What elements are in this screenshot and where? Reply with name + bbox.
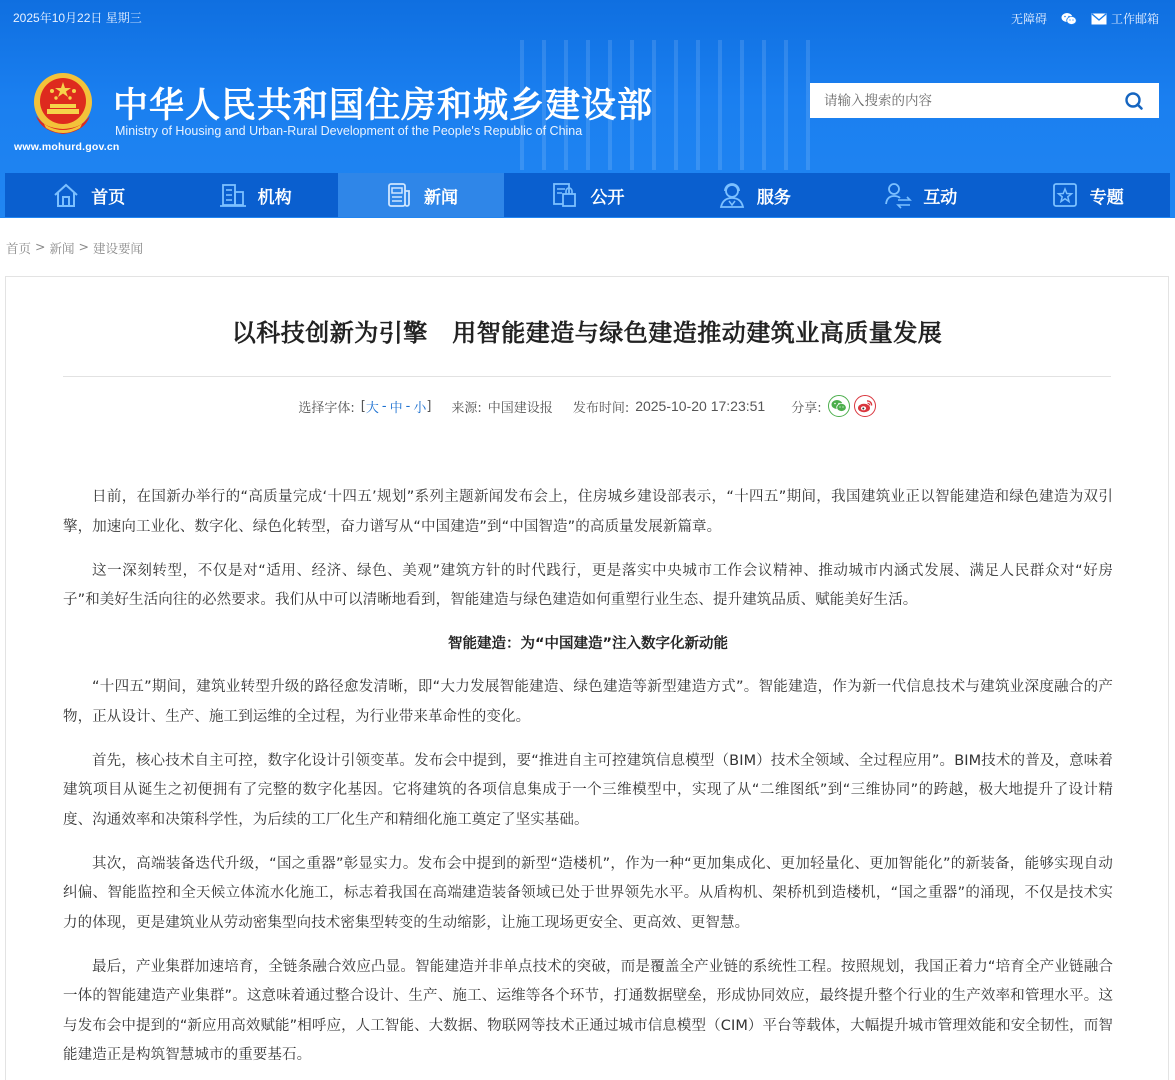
main-nav — [5, 173, 1170, 217]
bracket-open: [ — [360, 398, 366, 414]
wechat-link[interactable] — [1061, 12, 1077, 26]
star-icon — [1050, 181, 1080, 209]
nav-item-service[interactable] — [671, 173, 837, 217]
source-label: 来源: — [451, 400, 482, 416]
article-body — [63, 483, 1113, 1080]
font-size-label: 选择字体: — [298, 400, 355, 416]
font-size-separator: - — [381, 398, 387, 414]
source-value: 中国建设报 — [487, 400, 553, 416]
article-paragraph: 最后，产业集群加速培育，全链条融合效应凸显。智能建造并非单点技术的突破，而是覆盖全产业链的系统性工程。按照规划，我国正着力“培育全产业链融合一体的智能建造产业集群”。这意味着通过整合设计、生产、施工、运维等各个环节，打通数据壁垒，形成协同效应，最终提升整个行业的生产效率和管理水平。这与发布会中提到的“新应用高效赋能”相呼应，人工智能、大数据、物联网等技术正通过城市信息模型（CIM）平台等载体，大幅提升城市管理效能和安全韧性，而智能建造正是构筑智慧城市的重要基石。 — [63, 958, 1113, 1063]
nav-label: 公开 — [590, 187, 625, 208]
breadcrumb — [6, 239, 143, 257]
accessibility-label: 无障碍 — [1010, 12, 1047, 26]
interaction-icon — [883, 181, 913, 209]
nav-label: 新闻 — [424, 187, 459, 208]
publish-time-value: 2025-10-20 17:23:51 — [635, 398, 766, 414]
article-paragraph: 日前，在国新办举行的“高质量完成‘十四五’规划”系列主题新闻发布会上，住房城乡建设部表示，“十四五”期间，我国建筑业正以智能建造和绿色建造为双引擎，加速向工业化、数字化、绿色化转型，奋力谱写从“中国建造”到“中国智造”的高质量发展新篇章。 — [63, 489, 1113, 535]
news-icon — [384, 181, 414, 209]
current-date: 2025年10月22日 星期三 — [13, 11, 142, 25]
font-size-separator: - — [405, 398, 411, 414]
publish-time-label: 发布时间: — [572, 400, 630, 416]
national-emblem-logo[interactable] — [30, 72, 96, 140]
service-agent-icon — [717, 181, 747, 209]
breadcrumb-separator: > — [78, 239, 89, 254]
building-icon — [218, 181, 248, 209]
share-label: 分享: — [791, 400, 822, 416]
article-paragraph: 首先，核心技术自主可控，数字化设计引领变革。发布会中提到，要“推进自主可控建筑信息模型（BIM）技术全领域、全过程应用”。BIM技术的普及，意味着建筑项目从诞生之初便拥有了完整的数字化基因。它将建筑的各项信息集成于一个三维模型中，实现了从“二维图纸”到“三维协同”的跨越，极大地提升了设计精度、沟通效率和决策科学性，为后续的工厂化生产和精细化施工奠定了坚实基础。 — [63, 752, 1113, 828]
nav-label: 机构 — [257, 187, 292, 208]
wechat-icon — [831, 399, 847, 413]
search-input[interactable] — [824, 93, 1123, 109]
site-url: www.mohurd.gov.cn — [14, 141, 120, 153]
article-title: 以科技创新为引擎 用智能建造与绿色建造推动建筑业高质量发展 — [231, 319, 943, 347]
nav-label: 专题 — [1089, 187, 1124, 208]
search-box — [810, 83, 1159, 118]
nav-label: 互动 — [923, 187, 958, 208]
nav-item-public[interactable] — [504, 173, 670, 217]
nav-label: 首页 — [91, 187, 126, 208]
nav-item-news[interactable] — [338, 173, 504, 217]
nav-label: 服务 — [756, 187, 791, 208]
share-group — [791, 395, 875, 417]
breadcrumb-news[interactable]: 新闻 — [49, 241, 75, 256]
breadcrumb-construction-news[interactable]: 建设要闻 — [93, 241, 144, 256]
section-heading: 智能建造：为“中国建造”注入数字化新动能 — [447, 636, 729, 652]
publish-time — [573, 397, 765, 416]
top-links — [1011, 10, 1159, 27]
document-icon — [550, 181, 580, 209]
article-paragraph: “十四五”期间，建筑业转型升级的路径愈发清晰，即“大力发展智能建造、绿色建造等新型建造方式”。智能建造，作为新一代信息技术与建筑业深度融合的产物，正从设计、生产、施工到运维的全过程，为行业带来革命性的变化。 — [63, 679, 1113, 725]
nav-item-topics[interactable] — [1004, 173, 1170, 217]
article-card — [5, 276, 1169, 1080]
title-divider — [63, 376, 1111, 377]
font-size-selector — [298, 397, 431, 416]
search-icon — [1124, 91, 1144, 111]
wechat-icon — [1061, 12, 1077, 26]
accessibility-link[interactable] — [1011, 10, 1047, 27]
article-paragraph: 其次，高端装备迭代升级，“国之重器”彰显实力。发布会中提到的新型“造楼机”，作为一种“更加集成化、更加轻量化、更加智能化”的新装备，能够实现自动纠偏、智能监控和全天候立体流水化施工，标志着我国在高端建造装备领域已处于世界领先水平。从盾构机、架桥机到造楼机，“国之重器”的涌现，不仅是技术实力的体现，更是建筑业从劳动密集型向技术密集型转变的生动缩影，让施工现场更安全、更高效、更智慧。 — [63, 855, 1113, 931]
work-email-link[interactable] — [1091, 10, 1159, 27]
article-source — [451, 397, 552, 416]
breadcrumb-separator: > — [35, 239, 46, 254]
site-title: 中华人民共和国住房和城乡建设部 — [113, 86, 654, 126]
article-paragraph: 这一深刻转型，不仅是对“适用、经济、绿色、美观”建筑方针的时代践行，更是落实中央城市工作会议精神、推动城市内涵式发展、满足人民群众对“好房子”和美好生活向往的必然要求。我们从中可以清晰地看到，智能建造与绿色建造如何重塑行业生态、提升建筑品质、赋能美好生活。 — [63, 562, 1113, 608]
home-icon — [51, 181, 81, 209]
nav-item-interaction[interactable] — [837, 173, 1003, 217]
share-wechat-button[interactable] — [828, 395, 850, 417]
font-size-large[interactable]: 大 — [365, 400, 379, 416]
work-email-label: 工作邮箱 — [1110, 12, 1159, 26]
site-title-english: Ministry of Housing and Urban-Rural Development of the People's Republic of China — [115, 124, 583, 138]
article-meta — [6, 395, 1168, 417]
weibo-icon — [857, 399, 873, 413]
mail-icon — [1091, 13, 1107, 25]
font-size-medium[interactable]: 中 — [389, 400, 403, 416]
breadcrumb-home[interactable]: 首页 — [6, 241, 32, 256]
font-size-small[interactable]: 小 — [413, 400, 427, 416]
search-button[interactable] — [1123, 90, 1145, 112]
nav-item-home[interactable] — [5, 173, 171, 217]
share-weibo-button[interactable] — [854, 395, 876, 417]
bracket-close: ] — [426, 398, 432, 414]
nav-item-organization[interactable] — [171, 173, 337, 217]
